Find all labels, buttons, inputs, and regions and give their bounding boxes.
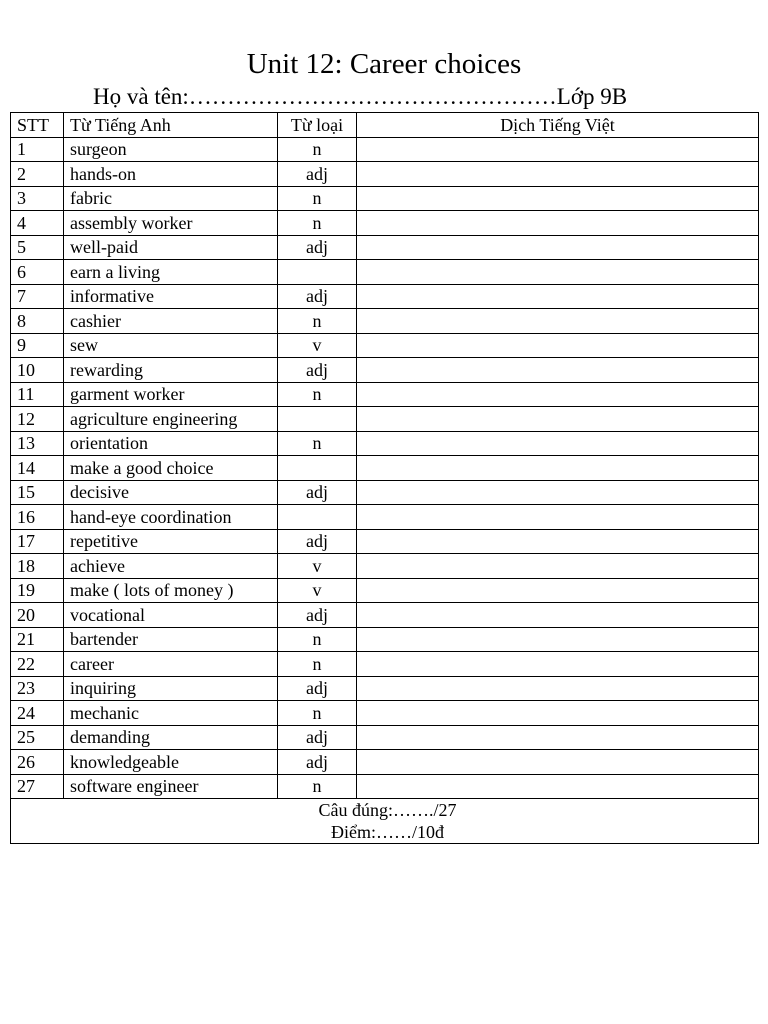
row-number: 21 (11, 627, 64, 652)
english-word: hands-on (64, 162, 278, 187)
word-type: v (278, 333, 357, 358)
word-type (278, 505, 357, 530)
table-row (11, 211, 759, 236)
row-number: 2 (11, 162, 64, 187)
table-footer-row (11, 799, 759, 844)
word-type: adj (278, 529, 357, 554)
table-row (11, 309, 759, 334)
table-row (11, 529, 759, 554)
word-type: n (278, 627, 357, 652)
english-word: decisive (64, 480, 278, 505)
word-type (278, 407, 357, 432)
vietnamese-translation-cell[interactable] (357, 309, 759, 334)
word-type: adj (278, 480, 357, 505)
row-number: 4 (11, 211, 64, 236)
vietnamese-translation-cell[interactable] (357, 554, 759, 579)
vietnamese-translation-cell[interactable] (357, 358, 759, 383)
word-type: n (278, 211, 357, 236)
vietnamese-translation-cell[interactable] (357, 578, 759, 603)
table-row (11, 382, 759, 407)
vietnamese-translation-cell[interactable] (357, 137, 759, 162)
row-number: 27 (11, 774, 64, 799)
vietnamese-translation-cell[interactable] (357, 431, 759, 456)
vietnamese-translation-cell[interactable] (357, 211, 759, 236)
english-word: cashier (64, 309, 278, 334)
english-word: vocational (64, 603, 278, 628)
table-row (11, 162, 759, 187)
word-type: n (278, 382, 357, 407)
vietnamese-translation-cell[interactable] (357, 652, 759, 677)
row-number: 22 (11, 652, 64, 677)
english-word: knowledgeable (64, 750, 278, 775)
table-row (11, 701, 759, 726)
row-number: 19 (11, 578, 64, 603)
word-type: n (278, 431, 357, 456)
row-number: 1 (11, 137, 64, 162)
word-type: n (278, 137, 357, 162)
english-word: informative (64, 284, 278, 309)
vietnamese-translation-cell[interactable] (357, 480, 759, 505)
row-number: 26 (11, 750, 64, 775)
word-type: adj (278, 358, 357, 383)
english-word: sew (64, 333, 278, 358)
english-word: repetitive (64, 529, 278, 554)
row-number: 6 (11, 260, 64, 285)
english-word: fabric (64, 186, 278, 211)
row-number: 8 (11, 309, 64, 334)
table-row (11, 186, 759, 211)
row-number: 15 (11, 480, 64, 505)
table-row (11, 333, 759, 358)
header-stt: STT (11, 113, 64, 138)
header-vietnamese-translation: Dịch Tiếng Việt (357, 113, 759, 138)
row-number: 10 (11, 358, 64, 383)
vietnamese-translation-cell[interactable] (357, 186, 759, 211)
word-type: n (278, 701, 357, 726)
word-type: n (278, 186, 357, 211)
vietnamese-translation-cell[interactable] (357, 382, 759, 407)
table-row (11, 358, 759, 383)
row-number: 13 (11, 431, 64, 456)
vietnamese-translation-cell[interactable] (357, 725, 759, 750)
english-word: career (64, 652, 278, 677)
english-word: surgeon (64, 137, 278, 162)
table-row (11, 480, 759, 505)
vietnamese-translation-cell[interactable] (357, 407, 759, 432)
table-row (11, 284, 759, 309)
table-row (11, 407, 759, 432)
table-row (11, 431, 759, 456)
header-english-word: Từ Tiếng Anh (64, 113, 278, 138)
english-word: well-paid (64, 235, 278, 260)
english-word: mechanic (64, 701, 278, 726)
page-title: Unit 12: Career choices (246, 48, 522, 80)
row-number: 5 (11, 235, 64, 260)
table-row (11, 652, 759, 677)
table-row (11, 260, 759, 285)
student-name-class-line: Họ và tên:…………………………………………Lớp 9B (93, 84, 628, 109)
score-section (11, 799, 759, 844)
vocabulary-table (10, 112, 759, 844)
row-number: 17 (11, 529, 64, 554)
table-row (11, 137, 759, 162)
english-word: agriculture engineering (64, 407, 278, 432)
vietnamese-translation-cell[interactable] (357, 750, 759, 775)
english-word: demanding (64, 725, 278, 750)
word-type: n (278, 774, 357, 799)
vietnamese-translation-cell[interactable] (357, 333, 759, 358)
row-number: 25 (11, 725, 64, 750)
table-body (11, 137, 759, 799)
english-word: hand-eye coordination (64, 505, 278, 530)
english-word: make a good choice (64, 456, 278, 481)
row-number: 16 (11, 505, 64, 530)
table-row (11, 725, 759, 750)
english-word: orientation (64, 431, 278, 456)
vietnamese-translation-cell[interactable] (357, 456, 759, 481)
row-number: 14 (11, 456, 64, 481)
english-word: rewarding (64, 358, 278, 383)
correct-answers-count: Câu đúng:……./27 (318, 800, 457, 820)
vietnamese-translation-cell[interactable] (357, 676, 759, 701)
vietnamese-translation-cell[interactable] (357, 284, 759, 309)
word-type: adj (278, 284, 357, 309)
row-number: 20 (11, 603, 64, 628)
vietnamese-translation-cell[interactable] (357, 260, 759, 285)
header-word-type: Từ loại (278, 113, 357, 138)
vietnamese-translation-cell[interactable] (357, 774, 759, 799)
vietnamese-translation-cell[interactable] (357, 235, 759, 260)
word-type: v (278, 578, 357, 603)
table-row (11, 554, 759, 579)
table-row (11, 676, 759, 701)
row-number: 23 (11, 676, 64, 701)
vietnamese-translation-cell[interactable] (357, 603, 759, 628)
word-type: adj (278, 725, 357, 750)
table-row (11, 603, 759, 628)
english-word: software engineer (64, 774, 278, 799)
word-type (278, 456, 357, 481)
english-word: assembly worker (64, 211, 278, 236)
word-type: adj (278, 603, 357, 628)
english-word: garment worker (64, 382, 278, 407)
vietnamese-translation-cell[interactable] (357, 162, 759, 187)
english-word: bartender (64, 627, 278, 652)
word-type: n (278, 652, 357, 677)
row-number: 18 (11, 554, 64, 579)
table-row (11, 578, 759, 603)
english-word: earn a living (64, 260, 278, 285)
table-row (11, 774, 759, 799)
table-row (11, 750, 759, 775)
row-number: 3 (11, 186, 64, 211)
vietnamese-translation-cell[interactable] (357, 627, 759, 652)
row-number: 11 (11, 382, 64, 407)
vietnamese-translation-cell[interactable] (357, 701, 759, 726)
word-type: adj (278, 750, 357, 775)
table-header-row (11, 113, 759, 138)
english-word: achieve (64, 554, 278, 579)
word-type: adj (278, 162, 357, 187)
table-row (11, 505, 759, 530)
vietnamese-translation-cell[interactable] (357, 529, 759, 554)
word-type: adj (278, 676, 357, 701)
word-type: v (278, 554, 357, 579)
word-type: adj (278, 235, 357, 260)
row-number: 12 (11, 407, 64, 432)
english-word: make ( lots of money ) (64, 578, 278, 603)
score-line: Điểm:……/10đ (331, 822, 444, 842)
row-number: 9 (11, 333, 64, 358)
table-row (11, 627, 759, 652)
vietnamese-translation-cell[interactable] (357, 505, 759, 530)
table-row (11, 456, 759, 481)
english-word: inquiring (64, 676, 278, 701)
row-number: 7 (11, 284, 64, 309)
word-type (278, 260, 357, 285)
row-number: 24 (11, 701, 64, 726)
table-row (11, 235, 759, 260)
word-type: n (278, 309, 357, 334)
